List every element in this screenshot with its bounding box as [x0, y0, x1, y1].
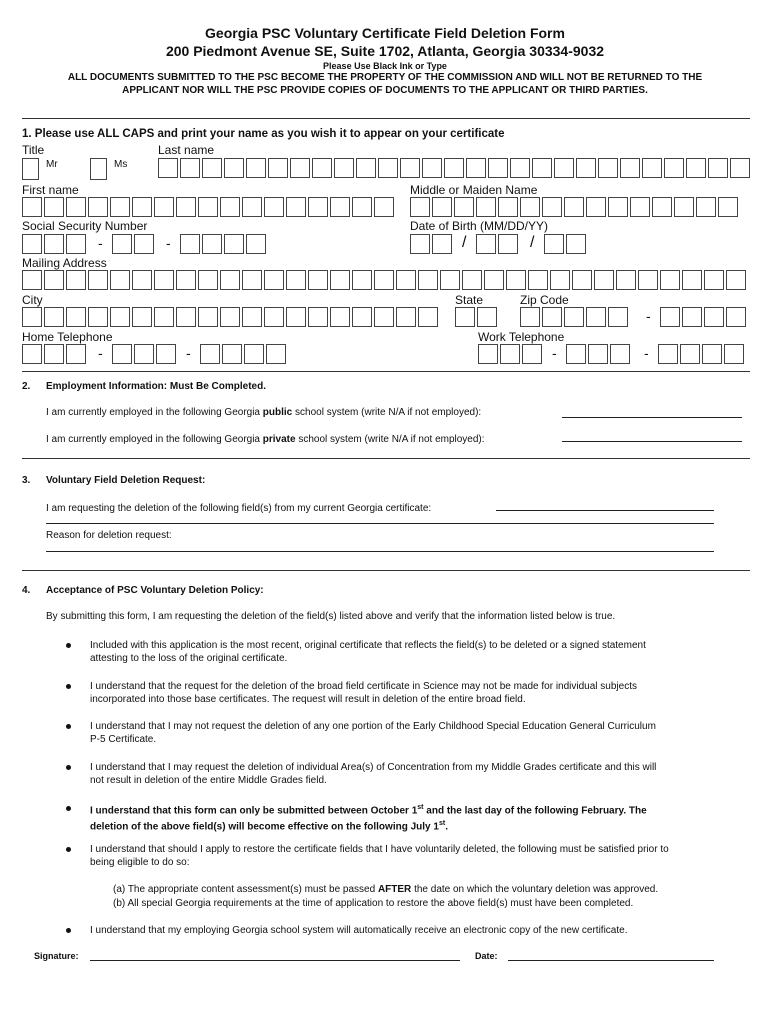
character-box[interactable] [724, 344, 744, 364]
section1-heading: 1. Please use ALL CAPS and print your name as you wish it to appear on your certificate [22, 128, 505, 140]
character-box[interactable] [726, 307, 746, 327]
character-box[interactable] [418, 307, 438, 327]
policy-item-2: I understand that the request for the deletion of the broad field certificate in Science may not be made for individual subjects incorporated into those base certificates. The request will result in deletion of the entire broad field. [90, 681, 637, 705]
character-box[interactable] [586, 307, 606, 327]
character-box[interactable] [455, 307, 475, 327]
signature-field[interactable] [90, 960, 460, 961]
requirement-a: (a) The appropriate content assessment(s) must be passed AFTER the date on which the voluntary deletion was approved. [113, 884, 659, 895]
character-box[interactable] [702, 344, 722, 364]
divider [22, 458, 750, 459]
character-box[interactable] [642, 158, 662, 178]
character-box[interactable] [488, 158, 508, 178]
character-box[interactable] [242, 307, 262, 327]
character-box[interactable] [110, 270, 130, 290]
policy-item-6: I understand that should I apply to restore the certificate fields that I have voluntarily deleted, the following must be satisfied prior to being eligible to do so: [90, 844, 669, 868]
zip-dash: - [646, 308, 651, 324]
policy-item-3: I understand that I may not request the deletion of any one portion of the Early Childhood Special Education General Curriculum P-5 Certificate. [90, 721, 656, 745]
title-label: Title [22, 143, 45, 157]
character-box[interactable] [264, 270, 284, 290]
character-box[interactable] [264, 197, 284, 217]
bullet-icon [66, 684, 71, 689]
character-box[interactable] [286, 197, 306, 217]
character-box[interactable] [500, 344, 520, 364]
character-box[interactable] [44, 344, 64, 364]
home-phone-area-boxes[interactable] [22, 344, 88, 364]
character-box[interactable] [224, 158, 244, 178]
ms-label: Ms [114, 159, 128, 170]
character-box[interactable] [220, 197, 240, 217]
character-box[interactable] [202, 158, 222, 178]
character-box[interactable] [66, 344, 86, 364]
section3-number: 3. [22, 475, 31, 486]
character-box[interactable] [330, 307, 350, 327]
section2-heading: Employment Information: Must Be Completed. [46, 381, 267, 392]
section4-number: 4. [22, 585, 31, 596]
dob-day-boxes[interactable] [476, 234, 520, 254]
mr-label: Mr [46, 159, 58, 170]
character-box[interactable] [718, 197, 738, 217]
ssn-boxes-2[interactable] [112, 234, 156, 254]
character-box[interactable] [598, 158, 618, 178]
character-box[interactable] [44, 307, 64, 327]
notice-line-1: ALL DOCUMENTS SUBMITTED TO THE PSC BECOME THE PROPERTY OF THE COMMISSION AND WILL NOT BE RETURNED TO THE [67, 72, 703, 83]
signature-label: Signature: [34, 951, 79, 961]
private-employment-text: I am currently employed in the following Georgia private school system (write N/A if not employed): [46, 434, 485, 445]
character-box[interactable] [312, 158, 332, 178]
divider [22, 570, 750, 571]
character-box[interactable] [498, 234, 518, 254]
character-box[interactable] [44, 270, 64, 290]
character-box[interactable] [352, 270, 372, 290]
character-box[interactable] [176, 270, 196, 290]
character-box[interactable] [510, 158, 530, 178]
character-box[interactable] [330, 197, 350, 217]
character-box[interactable] [356, 158, 376, 178]
character-box[interactable] [432, 234, 452, 254]
section4-heading: Acceptance of PSC Voluntary Deletion Policy: [46, 585, 264, 596]
reason-field[interactable] [46, 551, 714, 552]
dob-label: Date of Birth (MM/DD/YY) [410, 219, 549, 233]
character-box[interactable] [180, 234, 200, 254]
mailing-label: Mailing Address [22, 256, 107, 270]
private-employment-field[interactable] [562, 441, 742, 442]
policy-item-1: Included with this application is the most recent, original certificate that reflects the field(s) to be deleted or a signed statement attesting to the loss of the original certificate. [90, 640, 646, 664]
character-box[interactable] [682, 307, 702, 327]
character-box[interactable] [594, 270, 614, 290]
character-box[interactable] [410, 197, 430, 217]
character-box[interactable] [477, 307, 497, 327]
character-box[interactable] [134, 344, 154, 364]
dob-month-boxes[interactable] [410, 234, 454, 254]
character-box[interactable] [22, 270, 42, 290]
character-box[interactable] [440, 270, 460, 290]
character-box[interactable] [704, 307, 724, 327]
character-box[interactable] [682, 270, 702, 290]
character-box[interactable] [264, 307, 284, 327]
zip-label: Zip Code [520, 293, 569, 307]
character-box[interactable] [180, 158, 200, 178]
character-box[interactable] [686, 158, 706, 178]
public-employment-field[interactable] [562, 417, 742, 418]
public-employment-text: I am currently employed in the following Georgia public school system (write N/A if not employed): [46, 407, 482, 418]
work-phone-area-boxes[interactable] [478, 344, 544, 364]
character-box[interactable] [674, 197, 694, 217]
character-box[interactable] [176, 197, 196, 217]
bullet-icon [66, 643, 71, 648]
character-box[interactable] [198, 270, 218, 290]
character-box[interactable] [266, 344, 286, 364]
character-box[interactable] [22, 307, 42, 327]
section3-heading: Voluntary Field Deletion Request: [46, 475, 206, 486]
character-box[interactable] [66, 307, 86, 327]
last-name-boxes[interactable] [158, 158, 752, 178]
character-box[interactable] [374, 270, 394, 290]
character-box[interactable] [444, 158, 464, 178]
character-box[interactable] [352, 197, 372, 217]
bullet-icon [66, 847, 71, 852]
character-box[interactable] [396, 270, 416, 290]
character-box[interactable] [696, 197, 716, 217]
dob-year-boxes[interactable] [544, 234, 588, 254]
character-box[interactable] [726, 270, 746, 290]
state-boxes[interactable] [455, 307, 499, 327]
character-box[interactable] [566, 344, 586, 364]
character-box[interactable] [334, 158, 354, 178]
character-box[interactable] [110, 307, 130, 327]
character-box[interactable] [708, 158, 728, 178]
form-title: Georgia PSC Voluntary Certificate Field Deletion Form [205, 25, 565, 41]
state-label: State [455, 293, 484, 307]
bullet-icon [66, 806, 71, 811]
character-box[interactable] [608, 197, 628, 217]
character-box[interactable] [374, 307, 394, 327]
character-box[interactable] [308, 307, 328, 327]
character-box[interactable] [132, 197, 152, 217]
character-box[interactable] [630, 197, 650, 217]
character-box[interactable] [432, 197, 452, 217]
bullet-icon [66, 765, 71, 770]
character-box[interactable] [374, 197, 394, 217]
ms-checkbox[interactable] [90, 158, 107, 180]
character-box[interactable] [620, 158, 640, 178]
character-box[interactable] [554, 158, 574, 178]
character-box[interactable] [454, 197, 474, 217]
form-address: 200 Piedmont Avenue SE, Suite 1702, Atlanta, Georgia 30334-9032 [165, 43, 605, 59]
character-box[interactable] [286, 307, 306, 327]
date-label: Date: [475, 951, 498, 961]
character-box[interactable] [418, 270, 438, 290]
character-box[interactable] [22, 344, 42, 364]
character-box[interactable] [22, 197, 42, 217]
character-box[interactable] [154, 307, 174, 327]
home-phone-line-boxes[interactable] [200, 344, 288, 364]
character-box[interactable] [176, 307, 196, 327]
dob-slash: / [530, 234, 535, 251]
character-box[interactable] [88, 270, 108, 290]
character-box[interactable] [224, 234, 244, 254]
notice-line-2: APPLICANT NOR WILL THE PSC PROVIDE COPIES OF DOCUMENTS TO THE APPLICANT OR THIRD PARTIES. [122, 85, 648, 96]
character-box[interactable] [132, 307, 152, 327]
city-label: City [22, 293, 43, 307]
work-phone-prefix-boxes[interactable] [566, 344, 632, 364]
character-box[interactable] [22, 234, 42, 254]
character-box[interactable] [476, 197, 496, 217]
character-box[interactable] [616, 270, 636, 290]
ssn-label: Social Security Number [22, 219, 148, 233]
character-box[interactable] [202, 234, 222, 254]
character-box[interactable] [564, 307, 584, 327]
character-box[interactable] [400, 158, 420, 178]
character-box[interactable] [158, 158, 178, 178]
character-box[interactable] [660, 270, 680, 290]
work-phone-label: Work Telephone [478, 330, 565, 344]
character-box[interactable] [586, 197, 606, 217]
character-box[interactable] [220, 270, 240, 290]
field-request-text: I am requesting the deletion of the following field(s) from my current Georgia certificate: [46, 503, 432, 514]
character-box[interactable] [44, 234, 64, 254]
character-box[interactable] [532, 158, 552, 178]
phone-dash: - [552, 345, 557, 361]
requirement-b: (b) All special Georgia requirements at the time of application to restore the above field(s) must have been completed. [113, 898, 634, 909]
character-box[interactable] [572, 270, 592, 290]
character-box[interactable] [680, 344, 700, 364]
zip-boxes-2[interactable] [660, 307, 748, 327]
first-name-label: First name [22, 183, 79, 197]
bullet-icon [66, 724, 71, 729]
dob-slash: / [462, 234, 467, 251]
first-name-boxes[interactable] [22, 197, 396, 217]
character-box[interactable] [66, 234, 86, 254]
character-box[interactable] [498, 197, 518, 217]
character-box[interactable] [608, 307, 628, 327]
field-request-field[interactable] [496, 510, 714, 511]
character-box[interactable] [268, 158, 288, 178]
character-box[interactable] [330, 270, 350, 290]
reason-label: Reason for deletion request: [46, 530, 172, 541]
policy-intro: By submitting this form, I am requesting the deletion of the field(s) listed above and verify that the information listed below is true. [46, 611, 616, 622]
character-box[interactable] [466, 158, 486, 178]
character-box[interactable] [242, 197, 262, 217]
character-box[interactable] [246, 158, 266, 178]
character-box[interactable] [506, 270, 526, 290]
character-box[interactable] [246, 234, 266, 254]
character-box[interactable] [638, 270, 658, 290]
character-box[interactable] [134, 234, 154, 254]
character-box[interactable] [222, 344, 242, 364]
character-box[interactable] [110, 197, 130, 217]
character-box[interactable] [290, 158, 310, 178]
character-box[interactable] [544, 234, 564, 254]
phone-dash: - [644, 345, 649, 361]
character-box[interactable] [378, 158, 398, 178]
zip-boxes-1[interactable] [520, 307, 630, 327]
policy-item-4: I understand that I may request the deletion of individual Area(s) of Concentration from my Middle Grades certificate and this will not result in deletion of the entire Middle Grades field. [90, 762, 657, 786]
phone-dash: - [186, 345, 191, 361]
policy-item-7: I understand that my employing Georgia school system will automatically receive an electronic copy of the new certificate. [90, 925, 628, 936]
character-box[interactable] [352, 307, 372, 327]
character-box[interactable] [410, 234, 430, 254]
character-box[interactable] [704, 270, 724, 290]
home-phone-label: Home Telephone [22, 330, 113, 344]
character-box[interactable] [478, 344, 498, 364]
character-box[interactable] [520, 197, 540, 217]
ssn-boxes-3[interactable] [180, 234, 268, 254]
character-box[interactable] [520, 307, 540, 327]
character-box[interactable] [198, 307, 218, 327]
character-box[interactable] [542, 307, 562, 327]
character-box[interactable] [44, 197, 64, 217]
character-box[interactable] [550, 270, 570, 290]
ink-note: Please Use Black Ink or Type [323, 61, 447, 71]
character-box[interactable] [198, 197, 218, 217]
character-box[interactable] [588, 344, 608, 364]
character-box[interactable] [220, 307, 240, 327]
character-box[interactable] [200, 344, 220, 364]
last-name-label: Last name [158, 143, 215, 157]
date-field[interactable] [508, 960, 714, 961]
character-box[interactable] [132, 270, 152, 290]
character-box[interactable] [610, 344, 630, 364]
character-box[interactable] [88, 197, 108, 217]
character-box[interactable] [660, 307, 680, 327]
character-box[interactable] [154, 197, 174, 217]
character-box[interactable] [462, 270, 482, 290]
character-box[interactable] [112, 234, 132, 254]
character-box[interactable] [156, 344, 176, 364]
mr-checkbox[interactable] [22, 158, 39, 180]
character-box[interactable] [566, 234, 586, 254]
ssn-boxes-1[interactable] [22, 234, 88, 254]
character-box[interactable] [88, 307, 108, 327]
home-phone-prefix-boxes[interactable] [112, 344, 178, 364]
ssn-dash: - [98, 235, 103, 251]
section2-number: 2. [22, 381, 31, 392]
phone-dash: - [98, 345, 103, 361]
character-box[interactable] [66, 197, 86, 217]
work-phone-line-boxes[interactable] [658, 344, 746, 364]
field-request-field-2[interactable] [46, 523, 714, 524]
character-box[interactable] [308, 197, 328, 217]
divider [22, 371, 750, 372]
character-box[interactable] [528, 270, 548, 290]
character-box[interactable] [244, 344, 264, 364]
bullet-icon [66, 928, 71, 933]
ssn-dash: - [166, 235, 171, 251]
character-box[interactable] [564, 197, 584, 217]
character-box[interactable] [286, 270, 306, 290]
character-box[interactable] [422, 158, 442, 178]
character-box[interactable] [476, 234, 496, 254]
character-box[interactable] [542, 197, 562, 217]
character-box[interactable] [522, 344, 542, 364]
character-box[interactable] [112, 344, 132, 364]
mailing-address-boxes[interactable] [22, 270, 748, 290]
character-box[interactable] [396, 307, 416, 327]
character-box[interactable] [308, 270, 328, 290]
character-box[interactable] [576, 158, 596, 178]
policy-item-5: I understand that this form can only be submitted between October 1st and the last day of the following February. The deletion of the above field(s) will become effective on the following July 1st. [90, 804, 647, 833]
character-box[interactable] [658, 344, 678, 364]
city-boxes[interactable] [22, 307, 440, 327]
character-box[interactable] [154, 270, 174, 290]
character-box[interactable] [730, 158, 750, 178]
character-box[interactable] [664, 158, 684, 178]
character-box[interactable] [652, 197, 672, 217]
character-box[interactable] [484, 270, 504, 290]
divider [22, 118, 750, 119]
middle-name-label: Middle or Maiden Name [410, 183, 538, 197]
middle-name-boxes[interactable] [410, 197, 740, 217]
character-box[interactable] [66, 270, 86, 290]
character-box[interactable] [242, 270, 262, 290]
